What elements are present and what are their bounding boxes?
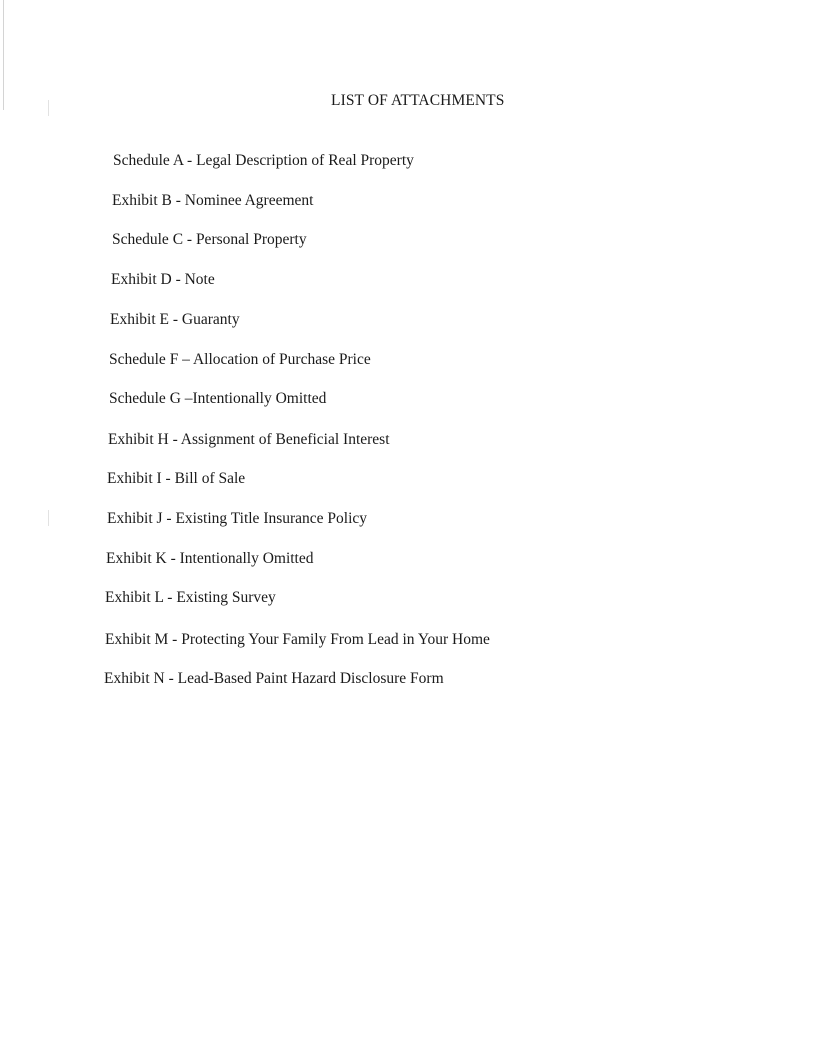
list-item: Exhibit H - Assignment of Beneficial Interest [108, 431, 390, 448]
list-item: Exhibit J - Existing Title Insurance Policy [107, 510, 368, 527]
list-item: Exhibit B - Nominee Agreement [112, 192, 314, 209]
scan-edge-mark [48, 100, 49, 116]
scan-edge-mark [3, 0, 4, 110]
page-title: LIST OF ATTACHMENTS [331, 92, 505, 109]
list-item: Exhibit M - Protecting Your Family From Lead in Your Home [105, 631, 490, 648]
list-item: Schedule A - Legal Description of Real Property [113, 152, 414, 169]
list-item: Exhibit N - Lead-Based Paint Hazard Disclosure Form [104, 670, 444, 687]
list-item: Schedule F – Allocation of Purchase Price [109, 351, 371, 368]
list-item: Exhibit L - Existing Survey [105, 589, 276, 606]
list-item: Exhibit I - Bill of Sale [107, 470, 246, 487]
scan-edge-mark [48, 510, 49, 526]
list-item: Exhibit D - Note [111, 271, 215, 288]
list-item: Exhibit E - Guaranty [110, 311, 240, 328]
list-item: Schedule C - Personal Property [112, 231, 307, 248]
list-item: Schedule G –Intentionally Omitted [109, 390, 327, 407]
list-item: Exhibit K - Intentionally Omitted [106, 550, 314, 567]
